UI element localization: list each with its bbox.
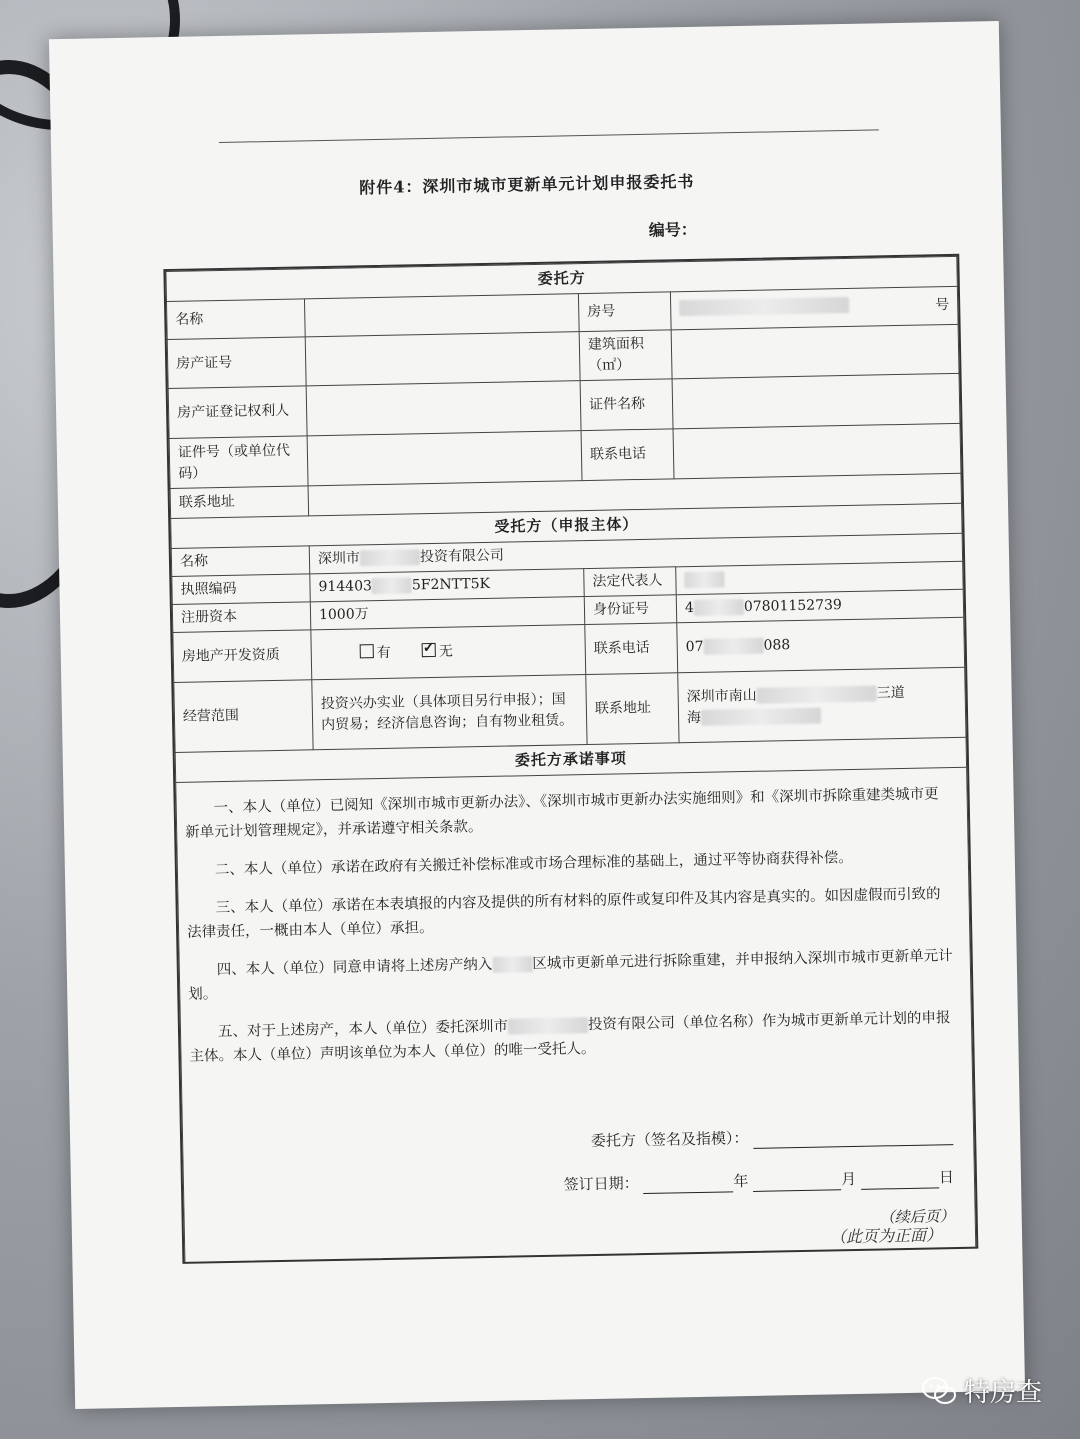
business-scope-value: 投资兴办实业（具体项目另行申报）；国内贸易；经济信息咨询；自有物业租赁。 — [312, 675, 587, 750]
redacted-area — [757, 685, 877, 703]
business-scope-label: 经营范围 — [174, 680, 313, 753]
signature-line[interactable] — [753, 1126, 953, 1149]
redacted-area — [684, 571, 724, 588]
checkbox-yes[interactable] — [360, 644, 374, 658]
redacted-area — [372, 577, 412, 594]
commitment-item-4: 四、本人（单位）同意申请将上述房产纳入 区城市更新单元进行拆除重建，并申报纳入深圳市城市更新单元计划。 — [188, 948, 953, 1003]
document-title: 附件4：深圳市城市更新单元计划申报委托书 — [359, 171, 695, 198]
room-value[interactable]: 号 — [670, 286, 958, 330]
continued-note: （续后页） — [879, 1207, 955, 1227]
agent-phone-value: 07 088 — [677, 617, 965, 673]
principal-name-value[interactable] — [304, 294, 579, 337]
idcard-label: 身份证号 — [584, 595, 677, 625]
year-field[interactable] — [643, 1173, 733, 1194]
idcard-value: 4 07801152739 — [676, 589, 963, 623]
id-doc-value[interactable] — [672, 373, 960, 429]
agent-phone-label: 联系电话 — [585, 623, 678, 675]
signer-label: 委托方（签名及指模）： — [590, 1129, 749, 1151]
commitment-item-2: 二、本人（单位）承诺在政府有关搬迁补偿标准或市场合理标准的基础上，通过平等协商获得补偿。 — [214, 849, 853, 879]
redacted-area — [360, 549, 420, 566]
id-number-value[interactable] — [307, 431, 582, 486]
principal-name-label: 名称 — [166, 299, 305, 340]
redacted-area — [701, 707, 821, 725]
owner-value[interactable] — [306, 381, 581, 436]
legal-rep-label: 法定代表人 — [584, 567, 677, 597]
commitment-item-3: 三、本人（单位）承诺在本表填报的内容及提供的所有材料的原件或复印件及其内容是真实的。如因虚假而引致的法律责任，一概由本人（单位）承担。 — [186, 886, 941, 941]
redacted-area — [508, 1017, 588, 1035]
form-table — [163, 254, 978, 1264]
floor-area-value[interactable] — [671, 324, 959, 379]
agent-name-label: 名称 — [171, 546, 310, 577]
principal-address-label: 联系地址 — [170, 486, 309, 519]
redacted-area — [492, 956, 532, 973]
principal-phone-label: 联系电话 — [581, 429, 674, 481]
commitment-header: 委托方承诺事项 — [175, 737, 966, 782]
front-page-note: （此页为正面） — [829, 1225, 943, 1247]
serial-number-label: 编号： — [648, 219, 697, 240]
qualification-label: 房地产开发资质 — [173, 630, 312, 683]
agent-header: 受托方（申报主体） — [171, 503, 962, 548]
redacted-area — [703, 638, 763, 655]
id-doc-label: 证件名称 — [580, 379, 673, 431]
principal-phone-value[interactable] — [673, 423, 961, 479]
property-cert-value[interactable] — [305, 332, 580, 386]
watermark-text: 特房查 — [963, 1378, 1042, 1408]
chat-bubble-icon — [922, 1376, 956, 1406]
redacted-area — [694, 599, 744, 616]
owner-label: 房产证登记权利人 — [168, 386, 307, 439]
commitment-item-5: 五、对于上述房产，本人（单位）委托深圳市 投资有限公司（单位名称）作为城市更新单元计划的申报主体。本人（单位）声明该单位为本人（单位）的唯一受托人。 — [189, 1010, 951, 1065]
checkbox-no-checked[interactable] — [422, 643, 436, 657]
principal-header: 委托方 — [166, 256, 957, 301]
capital-value: 1000万 — [310, 597, 584, 630]
room-label: 房号 — [578, 292, 671, 332]
floor-area-label: 建筑面积（㎡） — [579, 330, 672, 381]
agent-name-value: 深圳市 投资有限公司 — [309, 533, 962, 574]
document-page — [49, 21, 1025, 1409]
agent-address-label: 联系地址 — [586, 673, 679, 745]
month-field[interactable] — [753, 1171, 841, 1192]
date-label: 签订日期： — [563, 1174, 639, 1194]
signature-block: 委托方（签名及指模）： 签订日期： 年 月 日 （续后页） — [182, 1074, 975, 1262]
agent-address-value: 深圳市南山 三道 海 — [678, 667, 966, 742]
property-cert-label: 房产证号 — [167, 337, 306, 389]
commitment-item-1: 一、本人（单位）已阅知《深圳市城市更新办法》、《深圳市城市更新办法实施细则》和《深圳市拆除重建类城市更新单元计划管理规定》，并承诺遵守相关条款。 — [185, 786, 939, 841]
redacted-area — [679, 297, 849, 316]
day-field[interactable] — [861, 1169, 939, 1189]
commitment-body — [176, 768, 972, 1089]
license-value: 914403 5F2NTT5K — [310, 569, 584, 602]
watermark — [922, 1372, 1042, 1409]
id-number-label: 证件号（或单位代码） — [169, 436, 308, 489]
qualification-options: 有 ✓ 无 — [311, 625, 586, 680]
header-rule — [219, 129, 879, 143]
capital-label: 注册资本 — [172, 602, 311, 633]
license-label: 执照编码 — [172, 574, 311, 605]
